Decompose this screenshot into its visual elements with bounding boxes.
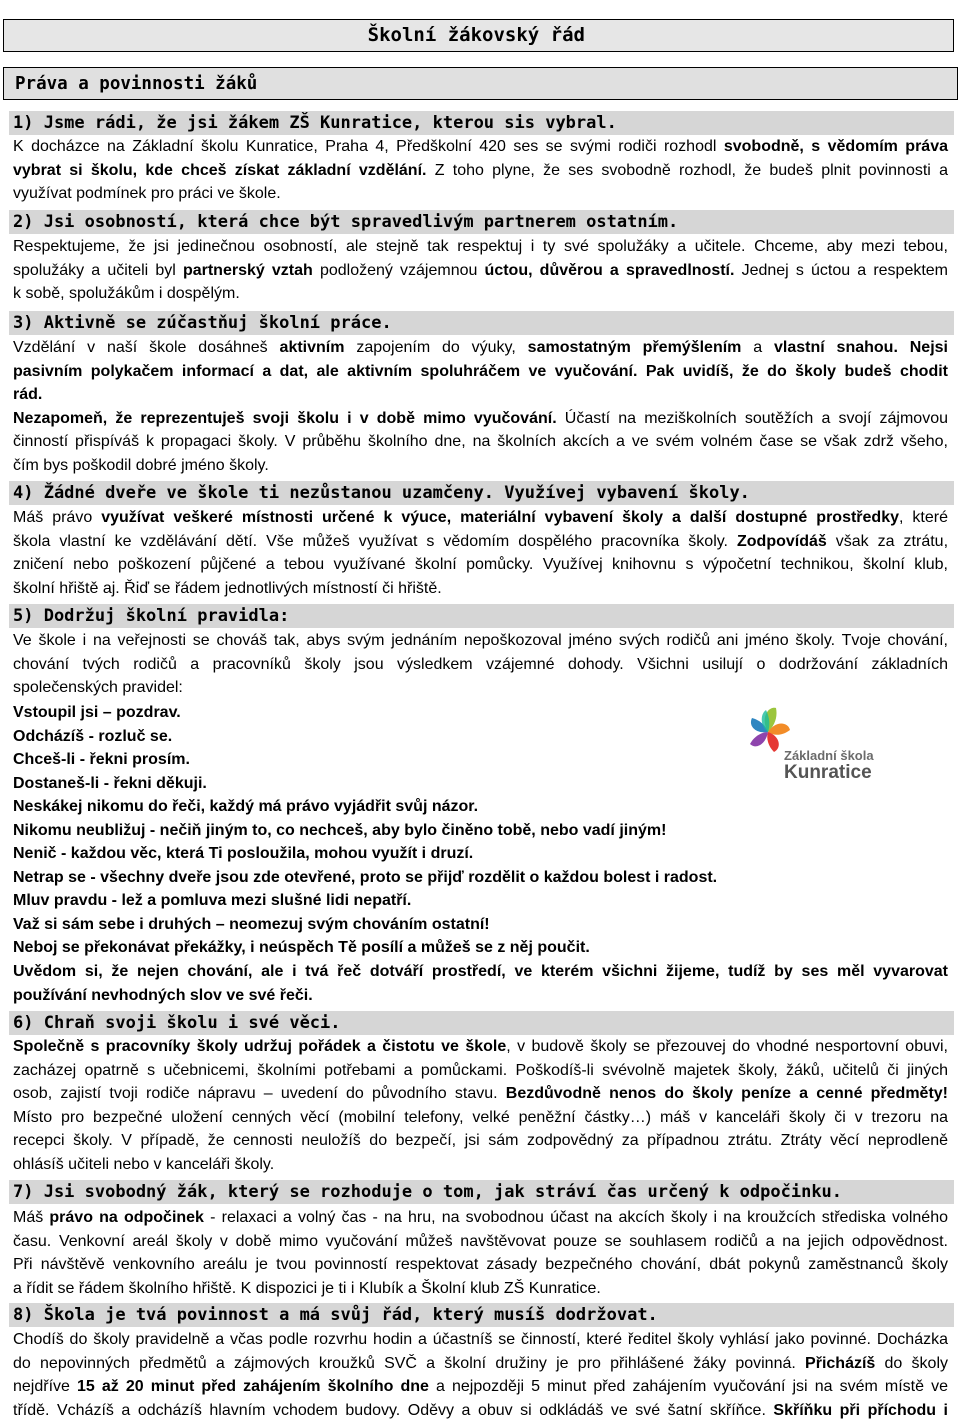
school-logo xyxy=(746,702,880,788)
section-5-heading: 5) Dodržuj školní pravidla: xyxy=(9,604,954,628)
rule-item: Važ si sám sebe i druhých – neomezuj svým chováním ostatní! xyxy=(13,915,490,933)
rule-item: Vstoupil jsi – pozdrav. xyxy=(13,704,181,721)
title-box xyxy=(3,19,954,52)
rule-item: Neskákej nikomu do řeči, každý má právo vyjádřit svůj názor. xyxy=(13,798,479,815)
rule-item: Nikomu neubližuj - nečiň jiným to, co nechceš, aby bylo činěno tobě, nebo vadí jiným! xyxy=(13,821,667,839)
page-title: Školní žákovský řád xyxy=(367,24,585,46)
section-5-closing: Uvědom si, že nejen chování, ale i tvá řeč dotváří prostředí, ve kterém všichni žijeme, tudíž by ses měl vyvarovat používání nevhodných slov ve své řeči. xyxy=(13,963,948,1004)
section-1-heading: 1) Jsme rádi, že jsi žákem ZŠ Kunratice, kterou sis vybral. xyxy=(9,111,954,135)
rule-item: Mluv pravdu - lež a pomluva mezi slušné lidi nepatří. xyxy=(13,892,412,909)
section-1-text: K docházce na Základní školu Kunratice, Praha 4, Předškolní 420 ses se svými rodiči rozhodl svobodně, s vědomím práva vybrat si školu, kde chceš získat základní vzdělání. Z toho plyne, že ses svobodně rozhodl, že budeš plnit povinnosti a využívat podmínek pro práci ve škole. xyxy=(13,138,948,202)
section-6-heading: 6) Chraň svoji školu i své věci. xyxy=(9,1011,954,1035)
section-5-text: Ve škole i na veřejnosti se chováš tak, abys svým jednáním nepoškozoval jméno svých rodičů ani jméno školy. Tvoje chování, chování tvých rodičů a pracovníků školy jsou výsledkem vzájemné dohody. Všichni usilují o dodržování základních společenských pravidel: xyxy=(13,632,948,696)
logo-text-line1: Základní škola xyxy=(784,748,874,763)
rule-item: Chceš-li - řekni prosím. xyxy=(13,751,190,768)
section-7-heading: 7) Jsi svobodný žák, který se rozhoduje o tom, jak stráví čas určený k odpočinku. xyxy=(9,1180,954,1204)
subtitle-box xyxy=(3,67,958,100)
rule-item: Neboj se překonávat překážky, i neúspěch Tě posílí a můžeš se z něj poučit. xyxy=(13,939,590,956)
section-6-text: Společně s pracovníky školy udržuj pořádek a čistotu ve škole, v budově školy se přezouvej do vhodné nesportovní obuvi, zacházej opatrně s učebnicemi, školními potřebami a pomůckami. Poškodíš-li svévolně majetek školy, žáků, učitelů či jiných osob, zajistí tvoji rodiče nápravu – uvedení do původního stavu. Bezdůvodně nenos do školy peníze a cenné předměty! Místo pro bezpečné uložení cenných věcí (mobilní telefony, velké peněžní částky…) máš v kanceláři školy či v trezoru na recepci školy. V případě, že cennosti neuložíš do bezpečí, jsi sám zodpovědný za případnou ztrátu. Ztráty věcí neprodleně ohlásíš učiteli nebo v kanceláři školy. xyxy=(13,1038,949,1173)
section-2-heading: 2) Jsi osobností, která chce být spravedlivým partnerem ostatním. xyxy=(9,210,954,234)
logo-text-line2: Kunratice xyxy=(784,762,872,783)
section-3-text: Vzdělání v naší škole dosáhneš aktivním zapojením do výuky, samostatným přemýšlením a vlastní snahou. Nejsi pasivním polykačem informací a dat, ale aktivním spoluhráčem ve vyučování. Pak uvidíš, že do školy budeš chodit rád. Nezapomeň, že reprezentuješ svoji školu i v době mimo vyučování. Účastí na meziškolních soutěžích a svojí zájmovou činností přispíváš k propagaci školy. V průběhu školního dne, na školních akcích a ve svém volném čase se však zdrž všeho, čím bys poškodil dobré jméno školy. xyxy=(13,339,948,474)
section-4-heading: 4) Žádné dveře ve škole ti nezůstanou uzamčeny. Využívej vybavení školy. xyxy=(9,481,954,505)
rule-item: Nenič - každou věc, která Ti posloužila, mohou využít i druzí. xyxy=(13,845,474,862)
section-4-text: Máš právo využívat veškeré místnosti určené k výuce, materiální vybavení školy a další dostupné prostředky, které škola vlastní ke vzdělávání dětí. Vše můžeš využívat s vědomím dospělého pracovníka školy. Zodpovídáš však za ztrátu, zničení nebo poškození půjčené a tebou využívané školní pomůcky. Využívej knihovnu s výpočetní technikou, školní klub, školní hřiště aj. Řiď se řádem jednotlivých místností či hřiště. xyxy=(13,509,949,597)
section-7-text: Máš právo na odpočinek - relaxaci a volný čas - na hru, na svobodnou účast na akcích školy i na kroužcích střediska volného času. Venkovní areál školy v době mimo vyučování můžeš navštěvovat pouze se souhlasem rodičů a na jejich odpovědnost. Při návštěvě venkovního areálu je tvou povinností respektovat zásady bezpečného chování, dbát pokynů zaměstnanců školy a řídit se řádem školního hřiště. K dispozici je ti i Klubík a Školní klub ZŠ Kunratice. xyxy=(13,1209,949,1297)
section-8-text: Chodíš do školy pravidelně a včas podle rozvrhu hodin a účastníš se činností, které ředitel školy vyhlásí jako povinné. Docházka do nepovinných předmětů a zájmových kroužků SVČ a školní družiny je pro přihlášené žáky povinná. Přicházíš do školy nejdříve 15 až 20 minut před zahájením školního dne a nejpozději 5 minut před zahájením vyučování jsi na svém místě ve třídě. Vcházíš a odcházíš hlavním vchodem budovy. Oděvy a obuv si odkládáš ve své šatní skříňce. Skříňku při příchodu i xyxy=(13,1331,949,1419)
rule-item: Netrap se - všechny dveře jsou zde otevřené, proto se přijď rozdělit o každou bolest i radost. xyxy=(13,868,718,886)
page-subtitle: Práva a povinnosti žáků xyxy=(15,74,258,94)
rule-item: Dostaneš-li - řekni děkuji. xyxy=(13,774,207,792)
section-3-heading: 3) Aktivně se zúčastňuj školní práce. xyxy=(9,311,954,335)
section-8-heading: 8) Škola je tvá povinnost a má svůj řád, který musíš dodržovat. xyxy=(9,1303,954,1327)
rule-item: Odcházíš - rozluč se. xyxy=(13,727,173,745)
section-2-text: Respektujeme, že jsi jedinečnou osobností, ale stejně tak respektuj i ty své spolužáky a učitele. Chceme, aby mezi tebou, spolužáky a učiteli byl partnerský vztah podložený vzájemnou úctou, důvěrou a spravedlností. Jednej s úctou a respektem k sobě, spolužákům i dospělým. xyxy=(13,238,949,302)
